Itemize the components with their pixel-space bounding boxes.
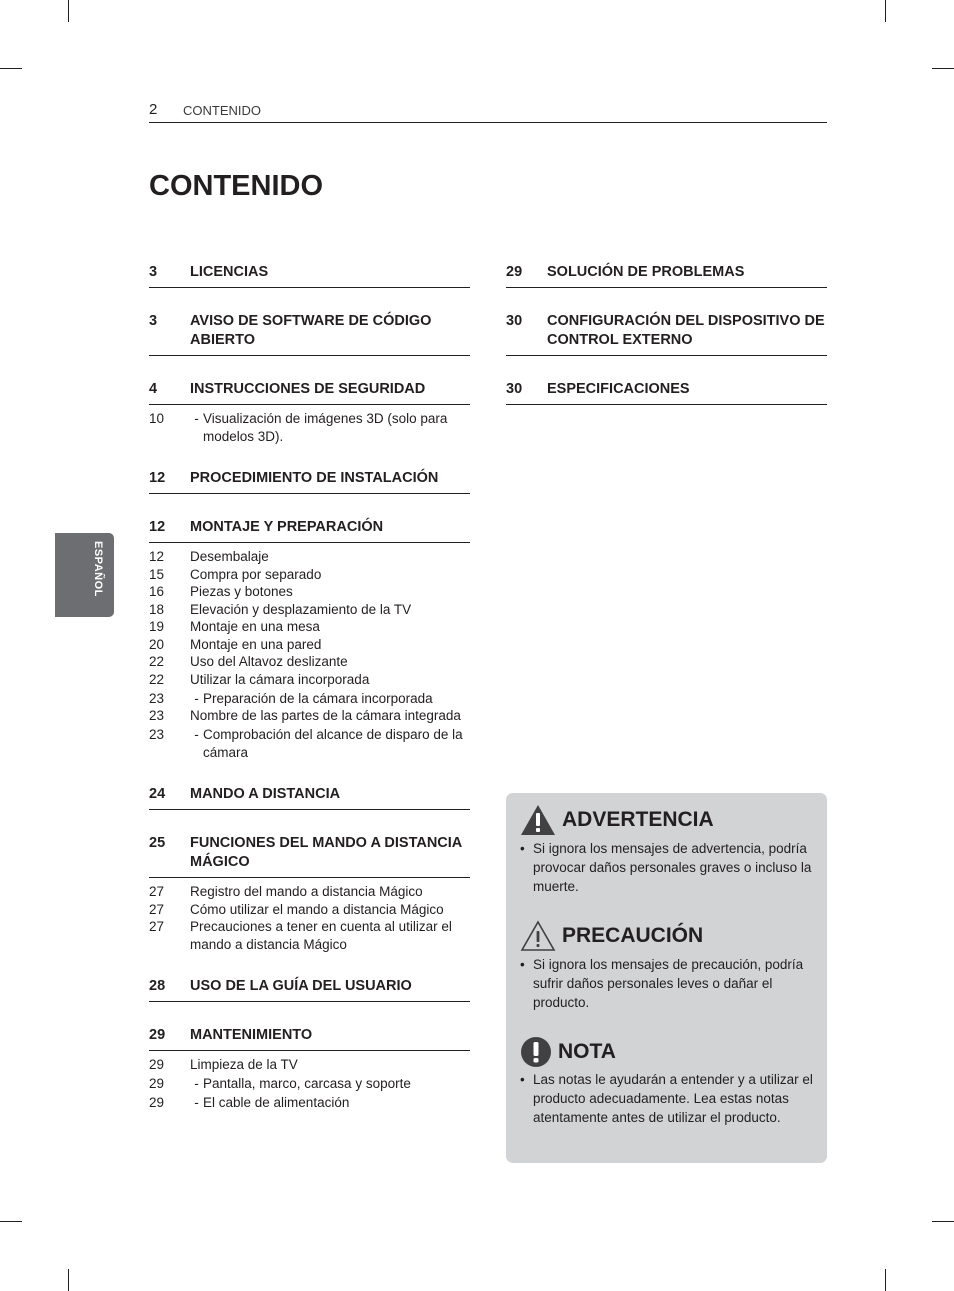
item-page-number: 10	[149, 411, 165, 426]
section-title: MANDO A DISTANCIA	[190, 786, 341, 802]
item-title: Pantalla, marco, carcasa y soporte	[203, 1076, 411, 1091]
running-title: CONTENIDO	[183, 103, 261, 118]
section-title: PROCEDIMIENTO DE INSTALACIÓN	[190, 470, 439, 486]
toc-subitem	[149, 1094, 470, 1112]
crop-mark	[0, 1221, 22, 1222]
bullet: •	[520, 841, 525, 856]
section-page-number: 29	[149, 1027, 166, 1043]
toc-item	[149, 653, 470, 671]
toc-item-list	[149, 410, 470, 445]
item-title: Montaje en una pared	[190, 636, 322, 652]
note-text: Las notas le ayudarán a entender y a utilizar el producto adecuadamente. Lea estas notas atentamente antes de utilizar el producto.	[533, 1072, 813, 1125]
item-title: Registro del mando a distancia Mágico	[190, 884, 423, 899]
toc-section	[506, 380, 827, 405]
toc-item	[149, 601, 470, 619]
section-page-number: 12	[149, 470, 166, 486]
item-page-number: 27	[149, 919, 165, 934]
item-page-number: 12	[149, 549, 165, 564]
caution-label: PRECAUCIÓN	[562, 924, 704, 947]
toc-item	[149, 618, 470, 636]
item-page-number: 19	[149, 619, 165, 634]
item-title: Limpieza de la TV	[190, 1057, 298, 1072]
section-page-number: 24	[149, 786, 166, 802]
item-dash: -	[194, 690, 199, 706]
section-title: CONFIGURACIÓN DEL DISPOSITIVO DE CONTROL EXTERNO	[547, 313, 825, 348]
toc-item-list	[149, 883, 470, 953]
language-tab	[55, 533, 114, 617]
item-page-number: 29	[149, 1057, 165, 1072]
item-page-number: 22	[149, 654, 165, 669]
toc-subitem	[149, 410, 470, 445]
item-page-number: 23	[149, 708, 165, 723]
caution-title	[520, 920, 703, 952]
toc-section	[506, 312, 827, 356]
toc-subitem	[149, 726, 470, 761]
section-title: LICENCIAS	[190, 264, 269, 280]
caution-text-row	[520, 955, 818, 1012]
item-page-number: 23	[149, 727, 165, 742]
section-title: SOLUCIÓN DE PROBLEMAS	[547, 264, 745, 280]
toc-section	[149, 518, 470, 543]
item-title: Cómo utilizar el mando a distancia Mágico	[190, 901, 444, 917]
toc-section	[149, 263, 470, 288]
item-title: Utilizar la cámara incorporada	[190, 671, 370, 687]
toc-right-column	[506, 263, 827, 405]
item-dash: -	[194, 411, 199, 426]
item-page-number: 27	[149, 901, 165, 917]
toc-section	[149, 312, 470, 356]
section-page-number: 28	[149, 978, 166, 994]
item-page-number: 29	[149, 1095, 165, 1110]
page-number: 2	[149, 101, 158, 118]
section-title: USO DE LA GUÍA DEL USUARIO	[190, 978, 412, 994]
language-tab-label: ESPAÑOL	[92, 541, 104, 597]
section-page-number: 29	[506, 264, 523, 280]
item-dash: -	[194, 727, 199, 742]
bullet: •	[520, 1072, 525, 1087]
warning-text-row	[520, 839, 818, 896]
item-title: Nombre de las partes de la cámara integrada	[190, 708, 461, 723]
item-title: El cable de alimentación	[203, 1095, 350, 1110]
item-title: Piezas y botones	[190, 584, 293, 599]
crop-mark	[885, 0, 886, 22]
toc-section	[149, 977, 470, 1002]
toc-item	[149, 671, 470, 689]
toc-item	[149, 548, 470, 566]
toc-section	[506, 263, 827, 288]
caution-text: Si ignora los mensajes de precaución, podría sufrir daños personales leves o dañar el producto.	[533, 957, 804, 1010]
section-title: FUNCIONES DEL MANDO A DISTANCIA MÁGICO	[190, 835, 462, 870]
warning-text: Si ignora los mensajes de advertencia, podría provocar daños personales graves o incluso la muerte.	[533, 841, 812, 894]
notice-box	[506, 793, 827, 1163]
section-page-number: 3	[149, 264, 158, 280]
toc-section	[149, 785, 470, 810]
crop-mark	[68, 0, 69, 22]
item-title: Compra por separado	[190, 566, 322, 582]
crop-mark	[885, 1269, 886, 1291]
section-title: MANTENIMIENTO	[190, 1027, 313, 1043]
toc-item	[149, 636, 470, 654]
item-page-number: 20	[149, 636, 165, 652]
item-title: Uso del Altavoz deslizante	[190, 654, 348, 669]
item-page-number: 15	[149, 566, 165, 582]
toc-left-column	[149, 263, 470, 1112]
page-title: CONTENIDO	[149, 170, 323, 202]
toc-subitem	[149, 1075, 470, 1093]
toc-section	[149, 1026, 470, 1051]
section-page-number: 4	[149, 381, 158, 397]
item-title: Montaje en una mesa	[190, 619, 320, 634]
crop-mark	[932, 68, 954, 69]
crop-mark	[68, 1269, 69, 1291]
note-label: NOTA	[558, 1040, 616, 1063]
item-dash: -	[194, 1095, 199, 1110]
item-title: Precauciones a tener en cuenta al utilizar el mando a distancia Mágico	[190, 919, 452, 952]
toc-item	[149, 707, 470, 725]
item-dash: -	[194, 1076, 199, 1091]
toc-item	[149, 901, 470, 919]
toc-item	[149, 583, 470, 601]
item-page-number: 27	[149, 884, 165, 899]
section-page-number: 30	[506, 381, 523, 397]
section-page-number: 25	[149, 835, 166, 851]
page-header	[149, 100, 827, 123]
note-text-row	[520, 1070, 818, 1127]
crop-mark	[932, 1221, 954, 1222]
toc-subitem	[149, 690, 470, 708]
toc-item	[149, 1056, 470, 1074]
bullet: •	[520, 957, 525, 972]
toc-item	[149, 566, 470, 584]
toc-item-list	[149, 548, 470, 761]
section-page-number: 30	[506, 313, 523, 329]
crop-mark	[0, 68, 22, 69]
item-page-number: 16	[149, 584, 165, 599]
item-title: Visualización de imágenes 3D (solo para modelos 3D).	[203, 411, 448, 444]
item-title: Desembalaje	[190, 549, 269, 564]
note-title	[520, 1036, 616, 1068]
item-title: Elevación y desplazamiento de la TV	[190, 601, 412, 617]
warning-triangle-filled-icon	[520, 804, 556, 836]
toc-section	[149, 380, 470, 405]
section-page-number: 3	[149, 313, 158, 329]
item-page-number: 29	[149, 1076, 165, 1091]
item-page-number: 22	[149, 671, 165, 687]
warning-title	[520, 804, 714, 836]
section-title: MONTAJE Y PREPARACIÓN	[190, 519, 384, 535]
section-title: AVISO DE SOFTWARE DE CÓDIGO ABIERTO	[190, 313, 432, 348]
item-page-number: 18	[149, 601, 165, 617]
note-exclamation-circle-icon	[520, 1036, 552, 1068]
section-title: ESPECIFICACIONES	[547, 381, 690, 397]
toc-item-list	[149, 1056, 470, 1112]
item-page-number: 23	[149, 690, 165, 706]
toc-item	[149, 918, 470, 953]
item-title: Preparación de la cámara incorporada	[203, 690, 433, 706]
toc-item	[149, 883, 470, 901]
warning-label: ADVERTENCIA	[562, 808, 714, 831]
section-title: INSTRUCCIONES DE SEGURIDAD	[190, 381, 426, 397]
item-title: Comprobación del alcance de disparo de la cámara	[203, 727, 463, 760]
caution-triangle-outline-icon	[520, 920, 556, 952]
toc-section	[149, 834, 470, 878]
section-page-number: 12	[149, 519, 166, 535]
toc-section	[149, 469, 470, 494]
